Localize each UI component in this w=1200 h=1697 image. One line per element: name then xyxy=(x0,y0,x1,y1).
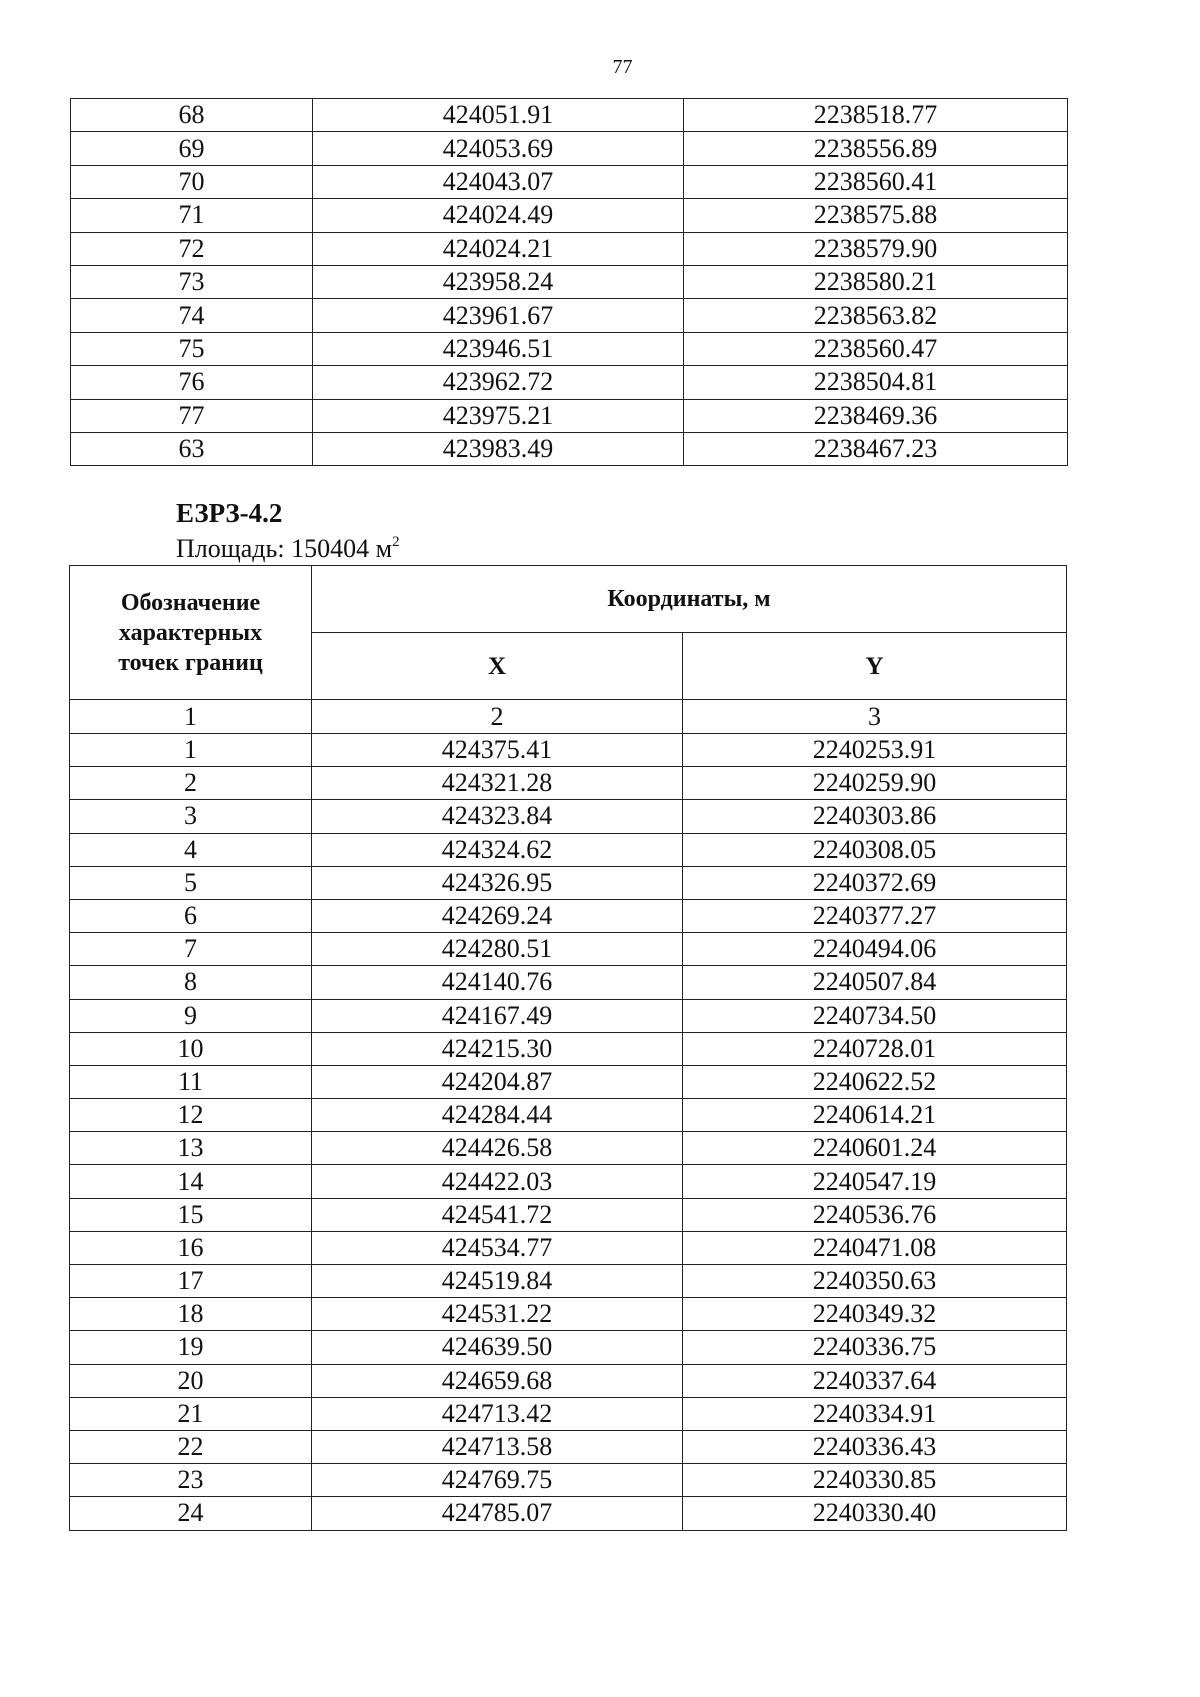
x-coordinate-cell: 423983.49 xyxy=(313,432,684,465)
x-coordinate-cell: 424269.24 xyxy=(312,899,683,932)
y-coordinate-cell: 2238575.88 xyxy=(684,199,1068,232)
table-row xyxy=(70,966,1067,999)
y-coordinate-cell: 2240336.75 xyxy=(683,1331,1067,1364)
area-line xyxy=(176,534,400,564)
table-row xyxy=(70,1132,1067,1165)
y-coordinate-cell: 2240308.05 xyxy=(683,833,1067,866)
x-coordinate-cell: 424541.72 xyxy=(312,1198,683,1231)
point-number-cell: 69 xyxy=(71,132,313,165)
table-row xyxy=(70,1298,1067,1331)
point-number-cell: 72 xyxy=(71,232,313,265)
table-row xyxy=(70,1430,1067,1463)
x-coordinate-cell: 424375.41 xyxy=(312,734,683,767)
x-coordinate-cell: 424659.68 xyxy=(312,1364,683,1397)
x-coordinate-cell: 424204.87 xyxy=(312,1065,683,1098)
point-number-cell: 1 xyxy=(70,734,312,767)
table-row xyxy=(71,132,1068,165)
table-row xyxy=(70,1331,1067,1364)
table-row xyxy=(70,1397,1067,1430)
point-number-cell: 17 xyxy=(70,1265,312,1298)
y-coordinate-cell: 2240728.01 xyxy=(683,1032,1067,1065)
point-number-cell: 14 xyxy=(70,1165,312,1198)
x-coordinate-cell: 423958.24 xyxy=(313,265,684,298)
x-coordinate-cell: 424140.76 xyxy=(312,966,683,999)
table-row xyxy=(71,432,1068,465)
y-coordinate-cell: 2240471.08 xyxy=(683,1231,1067,1264)
y-coordinate-cell: 2238579.90 xyxy=(684,232,1068,265)
table-row xyxy=(70,1364,1067,1397)
x-coordinate-cell: 424531.22 xyxy=(312,1298,683,1331)
table-row xyxy=(70,1231,1067,1264)
x-coordinate-cell: 424713.58 xyxy=(312,1430,683,1463)
point-number-cell: 12 xyxy=(70,1099,312,1132)
y-coordinate-cell: 2240536.76 xyxy=(683,1198,1067,1231)
table-row xyxy=(71,99,1068,132)
point-number-cell: 13 xyxy=(70,1132,312,1165)
top-table-body xyxy=(71,99,1068,466)
y-coordinate-cell: 2240734.50 xyxy=(683,999,1067,1032)
main-table-header xyxy=(70,566,1067,734)
point-number-cell: 3 xyxy=(70,800,312,833)
table-row xyxy=(70,1032,1067,1065)
y-coordinate-cell: 2240337.64 xyxy=(683,1364,1067,1397)
y-coordinate-cell: 2238560.41 xyxy=(684,165,1068,198)
table-row xyxy=(71,199,1068,232)
x-coordinate-cell: 424167.49 xyxy=(312,999,683,1032)
point-number-cell: 5 xyxy=(70,866,312,899)
x-coordinate-cell: 424321.28 xyxy=(312,767,683,800)
table-row xyxy=(70,1464,1067,1497)
y-header: Y xyxy=(683,633,1067,700)
y-coordinate-cell: 2238469.36 xyxy=(684,399,1068,432)
table-row xyxy=(71,332,1068,365)
area-label: Площадь: xyxy=(176,534,285,563)
y-coordinate-cell: 2240494.06 xyxy=(683,933,1067,966)
y-coordinate-cell: 2238560.47 xyxy=(684,332,1068,365)
point-number-cell: 21 xyxy=(70,1397,312,1430)
y-coordinate-cell: 2240303.86 xyxy=(683,800,1067,833)
x-coordinate-cell: 424422.03 xyxy=(312,1165,683,1198)
y-coordinate-cell: 2238504.81 xyxy=(684,366,1068,399)
x-coordinate-cell: 424326.95 xyxy=(312,866,683,899)
point-number-cell: 16 xyxy=(70,1231,312,1264)
point-number-cell: 20 xyxy=(70,1364,312,1397)
x-coordinate-cell: 423962.72 xyxy=(313,366,684,399)
table-row xyxy=(71,265,1068,298)
point-number-cell: 8 xyxy=(70,966,312,999)
x-coordinate-cell: 424324.62 xyxy=(312,833,683,866)
area-unit-power: 2 xyxy=(392,534,400,550)
y-coordinate-cell: 2240330.85 xyxy=(683,1464,1067,1497)
point-number-cell: 74 xyxy=(71,299,313,332)
y-coordinate-cell: 2240334.91 xyxy=(683,1397,1067,1430)
point-number-cell: 77 xyxy=(71,399,313,432)
x-coordinate-cell: 423961.67 xyxy=(313,299,684,332)
y-coordinate-cell: 2240336.43 xyxy=(683,1430,1067,1463)
table-row xyxy=(70,1165,1067,1198)
y-coordinate-cell: 2240350.63 xyxy=(683,1265,1067,1298)
section-title: ЕЗРЗ-4.2 xyxy=(176,498,283,528)
x-coordinate-cell: 424639.50 xyxy=(312,1331,683,1364)
table-row xyxy=(70,734,1067,767)
y-coordinate-cell: 2238563.82 xyxy=(684,299,1068,332)
y-coordinate-cell: 2240377.27 xyxy=(683,899,1067,932)
y-coordinate-cell: 2240259.90 xyxy=(683,767,1067,800)
x-coordinate-cell: 424534.77 xyxy=(312,1231,683,1264)
y-coordinate-cell: 2240601.24 xyxy=(683,1132,1067,1165)
y-coordinate-cell: 2238467.23 xyxy=(684,432,1068,465)
point-number-cell: 7 xyxy=(70,933,312,966)
col-number-3: 3 xyxy=(683,700,1067,734)
table-row xyxy=(70,767,1067,800)
table-row xyxy=(71,399,1068,432)
point-number-cell: 2 xyxy=(70,767,312,800)
coordinates-header: Координаты, м xyxy=(312,566,1067,633)
table-row xyxy=(70,1065,1067,1098)
y-coordinate-cell: 2238556.89 xyxy=(684,132,1068,165)
x-header: X xyxy=(312,633,683,700)
x-coordinate-cell: 424323.84 xyxy=(312,800,683,833)
point-number-cell: 73 xyxy=(71,265,313,298)
y-coordinate-cell: 2240330.40 xyxy=(683,1497,1067,1530)
area-value: 150404 м xyxy=(291,534,393,563)
designation-header: Обозначение характерных точек границ xyxy=(70,566,312,700)
x-coordinate-cell: 424053.69 xyxy=(313,132,684,165)
y-coordinate-cell: 2238580.21 xyxy=(684,265,1068,298)
point-number-cell: 18 xyxy=(70,1298,312,1331)
table-row xyxy=(70,833,1067,866)
point-number-cell: 11 xyxy=(70,1065,312,1098)
x-coordinate-cell: 424284.44 xyxy=(312,1099,683,1132)
table-row xyxy=(71,165,1068,198)
col-number-1: 1 xyxy=(70,700,312,734)
y-coordinate-cell: 2238518.77 xyxy=(684,99,1068,132)
point-number-cell: 6 xyxy=(70,899,312,932)
x-coordinate-cell: 424519.84 xyxy=(312,1265,683,1298)
point-number-cell: 63 xyxy=(71,432,313,465)
x-coordinate-cell: 424426.58 xyxy=(312,1132,683,1165)
point-number-cell: 24 xyxy=(70,1497,312,1530)
point-number-cell: 76 xyxy=(71,366,313,399)
table-row xyxy=(70,933,1067,966)
table-row xyxy=(70,866,1067,899)
main-coordinates-table xyxy=(69,565,1067,1531)
x-coordinate-cell: 424215.30 xyxy=(312,1032,683,1065)
point-number-cell: 4 xyxy=(70,833,312,866)
col-number-2: 2 xyxy=(312,700,683,734)
x-coordinate-cell: 424713.42 xyxy=(312,1397,683,1430)
table-row xyxy=(70,800,1067,833)
y-coordinate-cell: 2240253.91 xyxy=(683,734,1067,767)
x-coordinate-cell: 424785.07 xyxy=(312,1497,683,1530)
top-coordinates-table xyxy=(70,98,1068,466)
x-coordinate-cell: 424024.21 xyxy=(313,232,684,265)
table-row xyxy=(70,1198,1067,1231)
table-row xyxy=(70,1497,1067,1530)
x-coordinate-cell: 424280.51 xyxy=(312,933,683,966)
x-coordinate-cell: 424051.91 xyxy=(313,99,684,132)
point-number-cell: 68 xyxy=(71,99,313,132)
main-table-body xyxy=(70,734,1067,1531)
page-number: 77 xyxy=(612,56,633,78)
point-number-cell: 71 xyxy=(71,199,313,232)
y-coordinate-cell: 2240547.19 xyxy=(683,1165,1067,1198)
x-coordinate-cell: 424769.75 xyxy=(312,1464,683,1497)
table-row xyxy=(71,232,1068,265)
table-row xyxy=(70,999,1067,1032)
point-number-cell: 19 xyxy=(70,1331,312,1364)
point-number-cell: 22 xyxy=(70,1430,312,1463)
table-row xyxy=(70,1099,1067,1132)
x-coordinate-cell: 423946.51 xyxy=(313,332,684,365)
y-coordinate-cell: 2240507.84 xyxy=(683,966,1067,999)
y-coordinate-cell: 2240372.69 xyxy=(683,866,1067,899)
point-number-cell: 9 xyxy=(70,999,312,1032)
point-number-cell: 15 xyxy=(70,1198,312,1231)
point-number-cell: 75 xyxy=(71,332,313,365)
point-number-cell: 10 xyxy=(70,1032,312,1065)
point-number-cell: 70 xyxy=(71,165,313,198)
table-row xyxy=(71,299,1068,332)
y-coordinate-cell: 2240622.52 xyxy=(683,1065,1067,1098)
point-number-cell: 23 xyxy=(70,1464,312,1497)
y-coordinate-cell: 2240614.21 xyxy=(683,1099,1067,1132)
x-coordinate-cell: 424024.49 xyxy=(313,199,684,232)
table-row xyxy=(70,1265,1067,1298)
y-coordinate-cell: 2240349.32 xyxy=(683,1298,1067,1331)
x-coordinate-cell: 423975.21 xyxy=(313,399,684,432)
x-coordinate-cell: 424043.07 xyxy=(313,165,684,198)
table-row xyxy=(71,366,1068,399)
table-row xyxy=(70,899,1067,932)
